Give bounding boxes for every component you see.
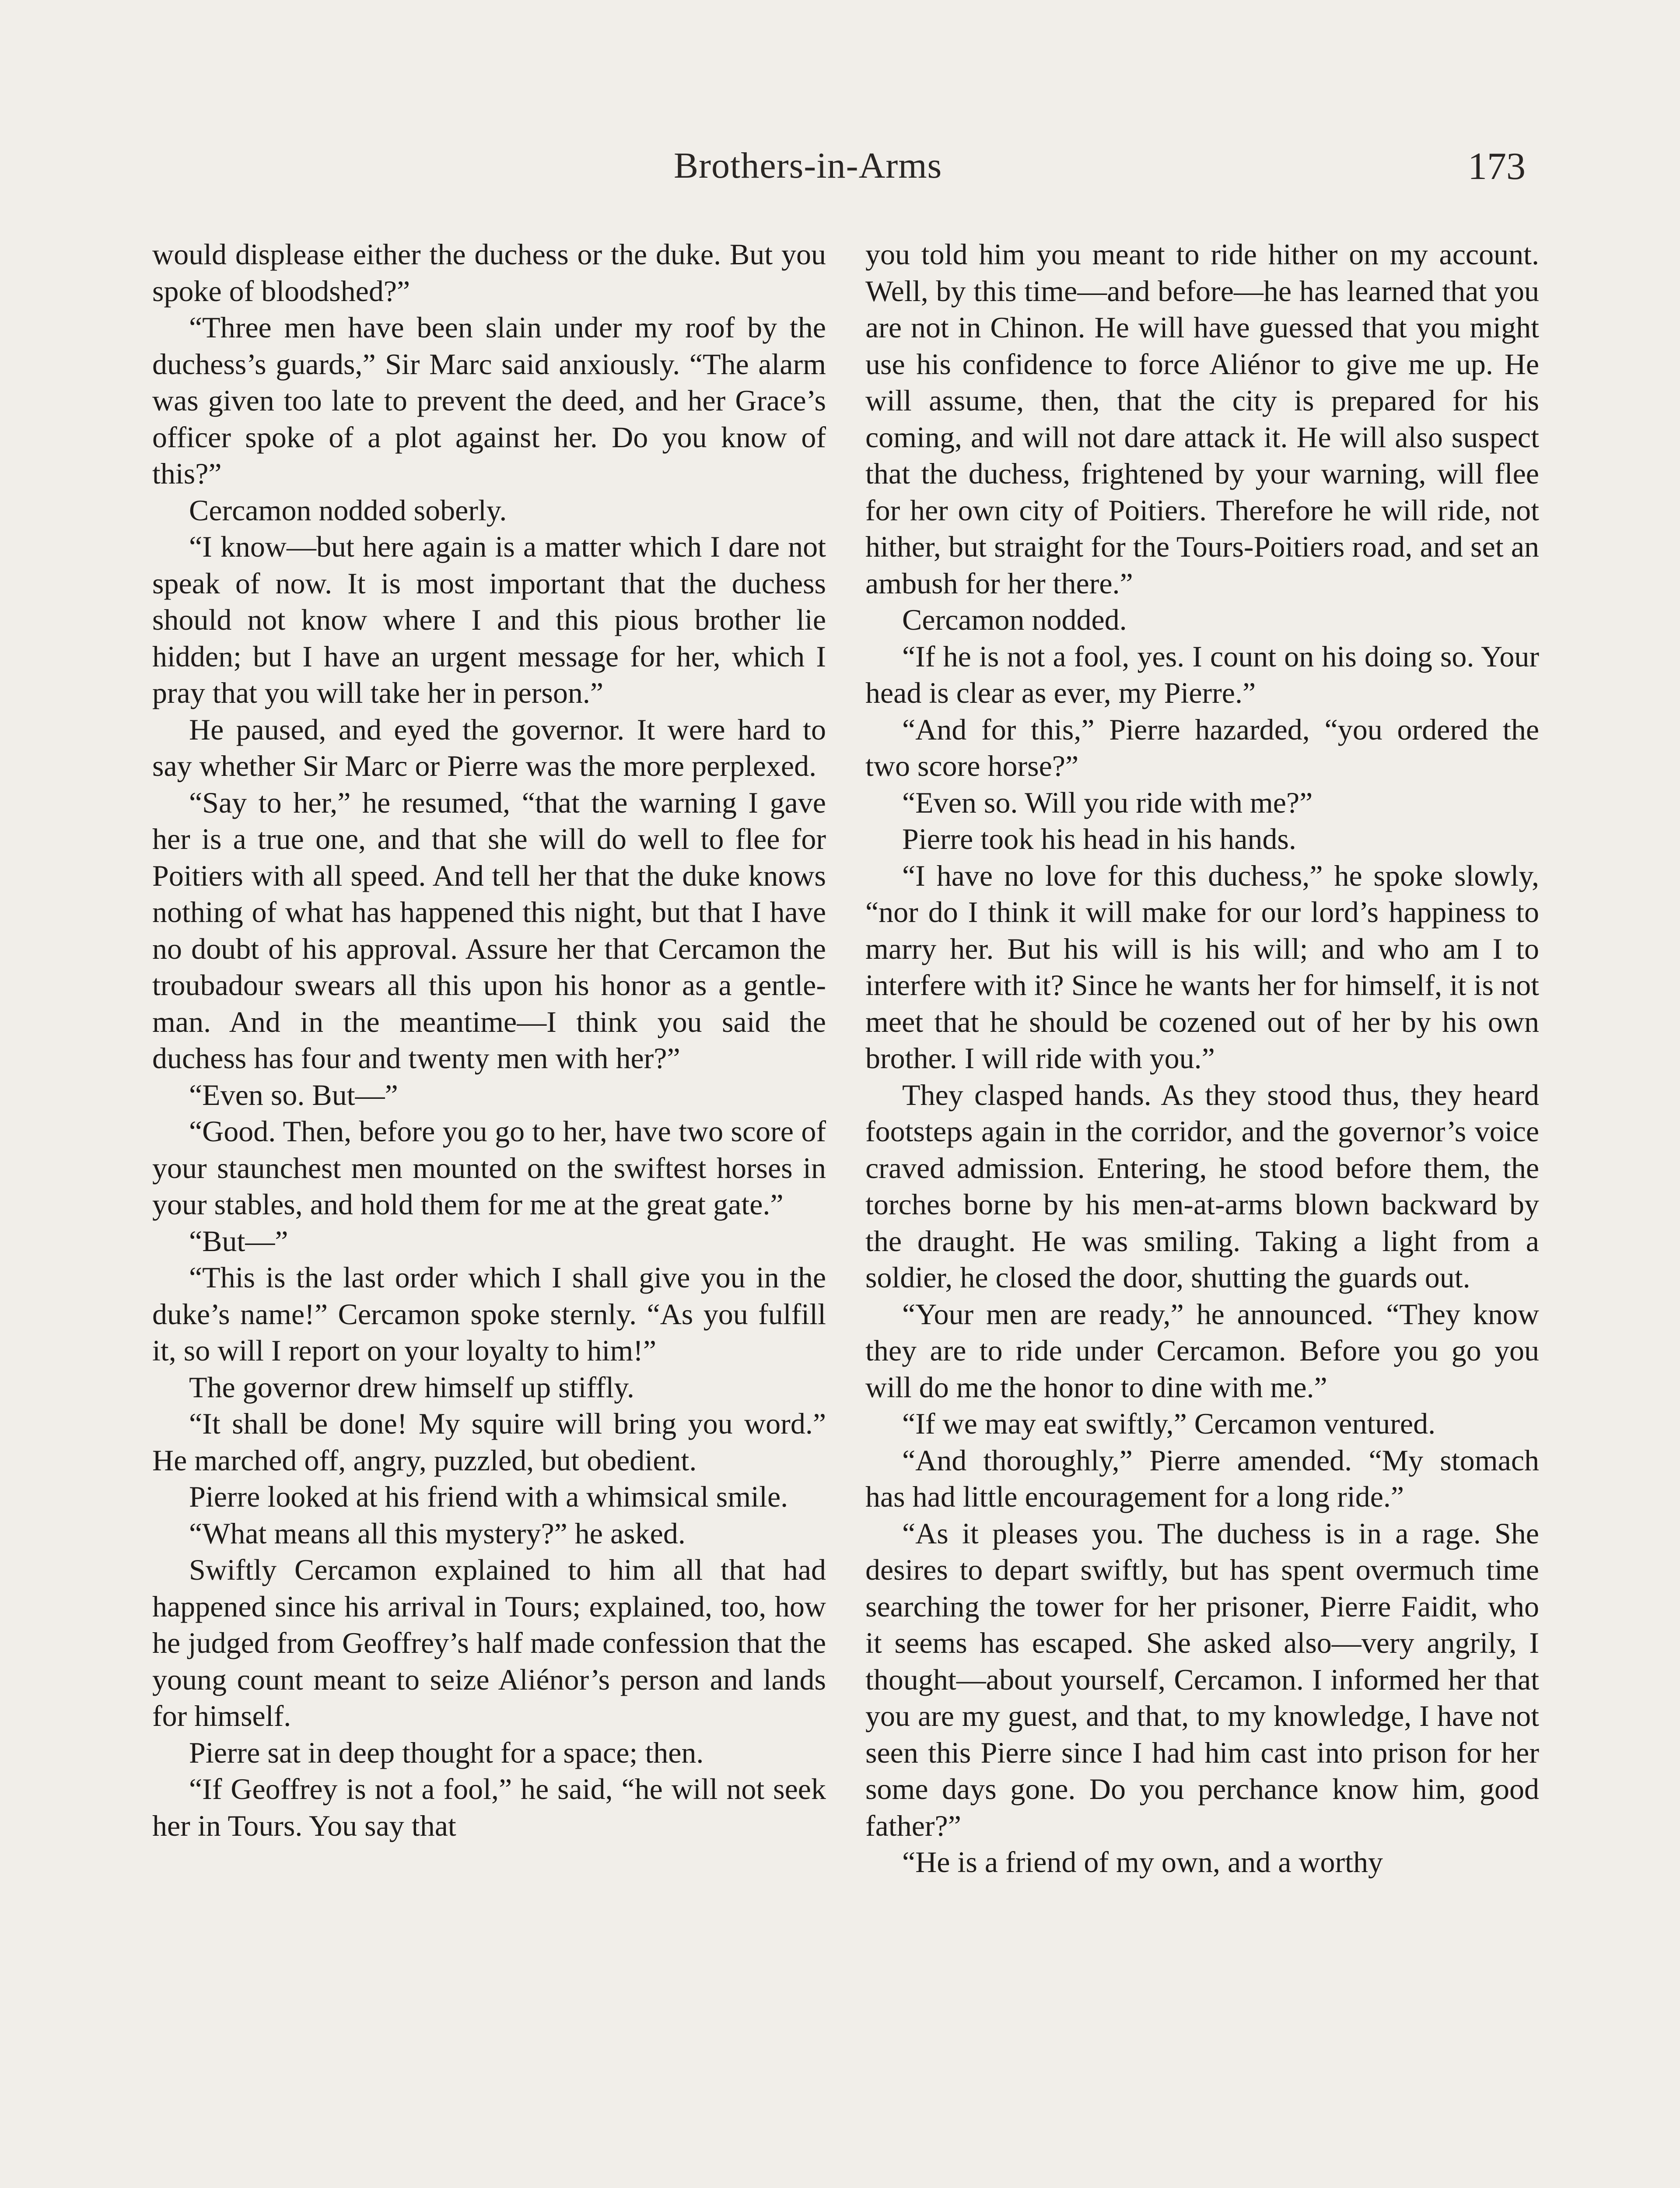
paragraph: Pierre took his head in his hands.	[902, 822, 1296, 856]
paragraph: “And for this,” Pierre hazarded, “you ordered the two score horse?”	[865, 712, 1539, 782]
paragraph: you told him you meant to ride hither on my account. Well, by this time—and before—he has learned that you are not in Chinon. He will have guessed that you might use his confidence to force Aliénor to give me up. He will assume, then, that the city is prepared for his coming, and will not dare attack it. He will also suspect that the duchess, frightened by your warning, will flee for her own city of Poitiers. Therefore he will ride, not hither, but straight for the Tours-Poitiers road, and set an ambush for her there.”	[865, 238, 1539, 600]
running-head: Brothers-in-Arms	[674, 145, 942, 186]
right-column	[865, 236, 1539, 1881]
paragraph: “If we may eat swiftly,” Cercamon ventured.	[902, 1407, 1436, 1440]
paragraph: The governor drew himself up stiffly.	[189, 1370, 634, 1404]
paragraph: “I know—but here again is a matter which I dare not speak of now. It is most important that the duchess should not know where I and this pious brother lie hidden; but I have an urgent message for her, which I pray that you will take her in person.”	[152, 530, 826, 709]
paragraph: “If he is not a fool, yes. I count on his doing so. Your head is clear as ever, my Pierre.”	[865, 639, 1539, 709]
paragraph: “He is a friend of my own, and a worthy	[902, 1845, 1383, 1879]
paragraph: “Three men have been slain under my roof by the duchess’s guards,” Sir Marc said anxiously. “The alarm was given too late to prevent the deed, and her Grace’s officer spoke of a plot against her. Do you know of this?”	[152, 311, 826, 490]
paragraph: “Say to her,” he resumed, “that the warning I gave her is a true one, and that she will do well to flee for Poitiers with all speed. And tell her that the duke knows nothing of what has happened this night, but that I have no doubt of his approval. Assure her that Cercamon the troubadour swears all this upon his honor as a gentleman. And in the meantime—I think you said the duchess has four and twenty men with her?”	[152, 785, 826, 1075]
paragraph: “Even so. But—”	[189, 1078, 398, 1112]
paragraph: would displease either the duchess or the duke. But you spoke of bloodshed?”	[152, 238, 826, 308]
paragraph: “Good. Then, before you go to her, have two score of your staunchest men mounted on the swiftest horses in your stables, and hold them for me at the great gate.”	[152, 1115, 826, 1221]
paragraph: Swiftly Cercamon explained to him all that had happened since his arrival in Tours; explained, too, how he judged from Geoffrey’s half made confession that the young count meant to seize Aliénor’s person and lands for himself.	[152, 1553, 826, 1732]
paragraph: “If Geoffrey is not a fool,” he said, “he will not seek her in Tours. You say that	[152, 1772, 826, 1842]
paragraph: “Your men are ready,” he announced. “They know they are to ride under Cercamon. Before you go you will do me the honor to dine with me.”	[865, 1297, 1539, 1404]
paragraph: “This is the last order which I shall give you in the duke’s name!” Cercamon spoke sternly. “As you fulfill it, so will I report on your loyalty to him!”	[152, 1261, 826, 1367]
paragraph: “And thoroughly,” Pierre amended. “My stomach has had little encouragement for a long ride.”	[865, 1443, 1539, 1513]
paragraph: Cercamon nodded soberly.	[189, 493, 507, 527]
paragraph: Cercamon nodded.	[902, 603, 1127, 636]
paragraph: “I have no love for this duchess,” he spoke slowly, “nor do I think it will make for our lord’s happiness to marry her. But his will is his will; and who am I to interfere with it? Since he wants her for himself, it is not meet that he should be cozened out of her by his own brother. I will ride with you.”	[865, 859, 1539, 1075]
paragraph: “As it pleases you. The duchess is in a rage. She desires to depart swiftly, but has spent overmuch time searching the tower for her prisoner, Pierre Faidit, who it seems has escaped. She asked also—very angrily, I thought—about yourself, Cercamon. I informed her that you are my guest, and that, to my knowledge, I have not seen this Pierre since I had him cast into prison for her some days gone. Do you perchance know him, good father?”	[865, 1516, 1539, 1842]
paragraph: Pierre looked at his friend with a whimsical smile.	[189, 1480, 788, 1513]
paragraph: Pierre sat in deep thought for a space; then.	[189, 1736, 704, 1769]
paragraph: “It shall be done! My squire will bring you word.” He marched off, angry, puzzled, but obedient.	[152, 1407, 826, 1477]
paragraph: They clasped hands. As they stood thus, they heard footsteps again in the corridor, and the governor’s voice craved admission. Entering, he stood before them, the torches borne by his men-at-arms blown backward by the draught. He was smiling. Taking a light from a soldier, he closed the door, shutting the guards out.	[865, 1078, 1539, 1294]
paragraph: “What means all this mystery?” he asked.	[189, 1516, 686, 1550]
paragraph: He paused, and eyed the governor. It were hard to say whether Sir Marc or Pierre was the more perplexed.	[152, 712, 826, 782]
page-number: 173	[1468, 145, 1526, 188]
paragraph: “Even so. Will you ride with me?”	[902, 785, 1313, 819]
left-column	[152, 236, 826, 1844]
paragraph: “But—”	[189, 1224, 288, 1258]
